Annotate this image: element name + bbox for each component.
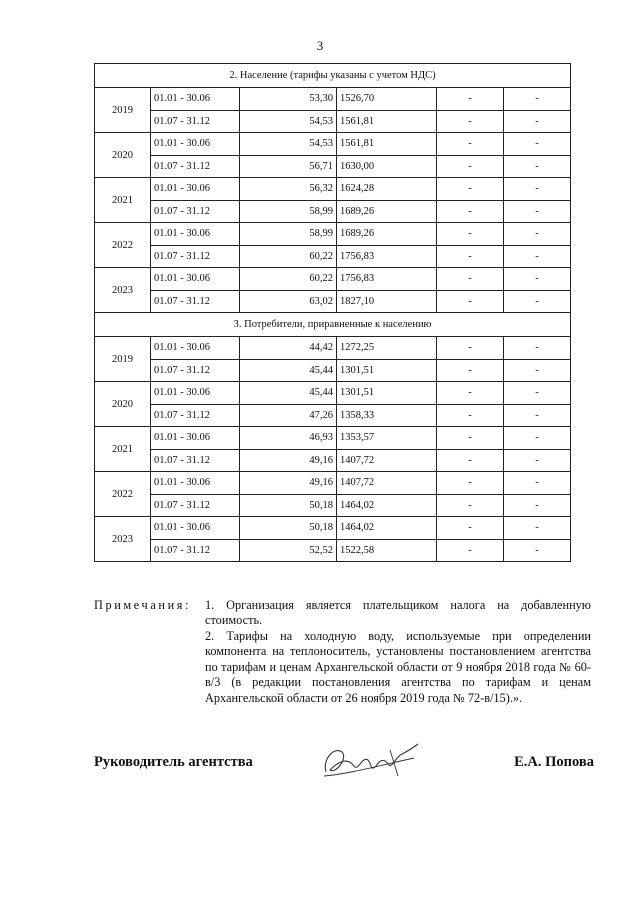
dash-cell: - xyxy=(437,88,504,111)
tariff-value-cell: 63,02 xyxy=(240,290,337,313)
dash-cell: - xyxy=(504,382,571,405)
dash-cell: - xyxy=(504,200,571,223)
table-row xyxy=(95,133,571,156)
tariff-value-cell: 50,18 xyxy=(240,517,337,540)
section-header-row xyxy=(95,313,571,337)
dash-cell: - xyxy=(437,268,504,291)
table-row xyxy=(95,88,571,111)
tariff-value-cell: 60,22 xyxy=(240,268,337,291)
period-cell: 01.01 - 30.06 xyxy=(151,337,240,360)
period-cell: 01.01 - 30.06 xyxy=(151,268,240,291)
tariff-value-cell: 56,71 xyxy=(240,155,337,178)
table-row xyxy=(95,223,571,246)
table-row xyxy=(95,539,571,562)
dash-cell: - xyxy=(504,223,571,246)
signatory-name: Е.А. Попова xyxy=(514,754,594,770)
dash-cell: - xyxy=(504,110,571,133)
tariff-value-cell: 47,26 xyxy=(240,404,337,427)
notes-label: Примечания: xyxy=(94,598,192,612)
dash-cell: - xyxy=(437,290,504,313)
table-row xyxy=(95,427,571,450)
dash-cell: - xyxy=(504,88,571,111)
note-item: 1. Организация является плательщиком налога на добавленную стоимость. xyxy=(205,598,591,628)
table-row xyxy=(95,268,571,291)
table-row xyxy=(95,337,571,360)
dash-cell: - xyxy=(437,494,504,517)
tariff-value-cell: 1689,26 xyxy=(337,200,437,223)
tariff-value-cell: 1756,83 xyxy=(337,245,437,268)
dash-cell: - xyxy=(504,449,571,472)
table-row xyxy=(95,245,571,268)
tariff-value-cell: 53,30 xyxy=(240,88,337,111)
period-cell: 01.01 - 30.06 xyxy=(151,427,240,450)
year-cell: 2021 xyxy=(95,178,151,223)
tariff-value-cell: 54,53 xyxy=(240,110,337,133)
period-cell: 01.07 - 31.12 xyxy=(151,359,240,382)
dash-cell: - xyxy=(504,133,571,156)
period-cell: 01.07 - 31.12 xyxy=(151,200,240,223)
dash-cell: - xyxy=(437,178,504,201)
dash-cell: - xyxy=(504,517,571,540)
year-cell: 2023 xyxy=(95,268,151,313)
dash-cell: - xyxy=(504,539,571,562)
period-cell: 01.01 - 30.06 xyxy=(151,223,240,246)
tariff-value-cell: 1407,72 xyxy=(337,449,437,472)
dash-cell: - xyxy=(437,359,504,382)
table-row xyxy=(95,494,571,517)
table-row xyxy=(95,359,571,382)
dash-cell: - xyxy=(437,245,504,268)
tariff-value-cell: 1301,51 xyxy=(337,359,437,382)
tariff-value-cell: 56,32 xyxy=(240,178,337,201)
period-cell: 01.01 - 30.06 xyxy=(151,472,240,495)
dash-cell: - xyxy=(437,155,504,178)
dash-cell: - xyxy=(437,223,504,246)
period-cell: 01.07 - 31.12 xyxy=(151,494,240,517)
table-row xyxy=(95,449,571,472)
tariff-value-cell: 45,44 xyxy=(240,359,337,382)
year-cell: 2019 xyxy=(95,337,151,382)
dash-cell: - xyxy=(437,200,504,223)
page-number: 3 xyxy=(316,38,324,53)
table-row xyxy=(95,472,571,495)
period-cell: 01.01 - 30.06 xyxy=(151,133,240,156)
dash-cell: - xyxy=(437,427,504,450)
period-cell: 01.07 - 31.12 xyxy=(151,155,240,178)
period-cell: 01.07 - 31.12 xyxy=(151,245,240,268)
tariff-value-cell: 1464,02 xyxy=(337,517,437,540)
tariff-value-cell: 1526,70 xyxy=(337,88,437,111)
dash-cell: - xyxy=(504,290,571,313)
tariff-table xyxy=(94,63,571,562)
signature-icon xyxy=(318,736,428,786)
period-cell: 01.07 - 31.12 xyxy=(151,539,240,562)
table-row xyxy=(95,178,571,201)
table-row xyxy=(95,382,571,405)
section-title: 3. Потребители, приравненные к населению xyxy=(95,313,571,337)
period-cell: 01.07 - 31.12 xyxy=(151,404,240,427)
tariff-value-cell: 1407,72 xyxy=(337,472,437,495)
dash-cell: - xyxy=(504,337,571,360)
section-header-row xyxy=(95,64,571,88)
dash-cell: - xyxy=(504,178,571,201)
tariff-value-cell: 1358,33 xyxy=(337,404,437,427)
dash-cell: - xyxy=(504,494,571,517)
year-cell: 2022 xyxy=(95,472,151,517)
dash-cell: - xyxy=(504,404,571,427)
dash-cell: - xyxy=(504,245,571,268)
dash-cell: - xyxy=(504,427,571,450)
tariff-value-cell: 1689,26 xyxy=(337,223,437,246)
tariff-value-cell: 44,42 xyxy=(240,337,337,360)
tariff-value-cell: 1301,51 xyxy=(337,382,437,405)
tariff-value-cell: 49,16 xyxy=(240,472,337,495)
period-cell: 01.01 - 30.06 xyxy=(151,382,240,405)
tariff-value-cell: 1272,25 xyxy=(337,337,437,360)
tariff-value-cell: 1561,81 xyxy=(337,110,437,133)
tariff-value-cell: 1827,10 xyxy=(337,290,437,313)
table-row xyxy=(95,155,571,178)
tariff-value-cell: 60,22 xyxy=(240,245,337,268)
dash-cell: - xyxy=(504,268,571,291)
dash-cell: - xyxy=(504,472,571,495)
signatory-role: Руководитель агентства xyxy=(94,754,253,770)
year-cell: 2021 xyxy=(95,427,151,472)
period-cell: 01.07 - 31.12 xyxy=(151,290,240,313)
dash-cell: - xyxy=(437,110,504,133)
tariff-table-body xyxy=(95,64,571,562)
tariff-value-cell: 50,18 xyxy=(240,494,337,517)
dash-cell: - xyxy=(437,472,504,495)
tariff-value-cell: 1561,81 xyxy=(337,133,437,156)
period-cell: 01.07 - 31.12 xyxy=(151,110,240,133)
dash-cell: - xyxy=(437,337,504,360)
year-cell: 2023 xyxy=(95,517,151,562)
dash-cell: - xyxy=(437,539,504,562)
table-row xyxy=(95,404,571,427)
year-cell: 2020 xyxy=(95,133,151,178)
dash-cell: - xyxy=(437,133,504,156)
tariff-value-cell: 52,52 xyxy=(240,539,337,562)
year-cell: 2020 xyxy=(95,382,151,427)
tariff-value-cell: 49,16 xyxy=(240,449,337,472)
note-item: 2. Тарифы на холодную воду, используемые при определении компонента на теплоноситель, установлены постановлением агентства по тарифам и ценам Архангельской области от 9 ноября 2018 года № 60-в/3 (в редакции постановления агентства по тарифам и ценам Архангельской области от 26 ноября 2019 года № 72-в/15).». xyxy=(205,629,591,705)
section-title: 2. Население (тарифы указаны с учетом НДС) xyxy=(95,64,571,88)
dash-cell: - xyxy=(504,155,571,178)
table-row xyxy=(95,290,571,313)
dash-cell: - xyxy=(437,382,504,405)
tariff-value-cell: 54,53 xyxy=(240,133,337,156)
tariff-value-cell: 1624,28 xyxy=(337,178,437,201)
tariff-value-cell: 58,99 xyxy=(240,200,337,223)
tariff-value-cell: 1464,02 xyxy=(337,494,437,517)
dash-cell: - xyxy=(437,517,504,540)
tariff-value-cell: 1353,57 xyxy=(337,427,437,450)
year-cell: 2022 xyxy=(95,223,151,268)
table-row xyxy=(95,110,571,133)
tariff-value-cell: 45,44 xyxy=(240,382,337,405)
year-cell: 2019 xyxy=(95,88,151,133)
dash-cell: - xyxy=(437,449,504,472)
tariff-value-cell: 1522,58 xyxy=(337,539,437,562)
period-cell: 01.01 - 30.06 xyxy=(151,178,240,201)
tariff-value-cell: 46,93 xyxy=(240,427,337,450)
tariff-value-cell: 58,99 xyxy=(240,223,337,246)
table-row xyxy=(95,517,571,540)
period-cell: 01.01 - 30.06 xyxy=(151,88,240,111)
dash-cell: - xyxy=(437,404,504,427)
tariff-value-cell: 1630,00 xyxy=(337,155,437,178)
period-cell: 01.07 - 31.12 xyxy=(151,449,240,472)
table-row xyxy=(95,200,571,223)
period-cell: 01.01 - 30.06 xyxy=(151,517,240,540)
dash-cell: - xyxy=(504,359,571,382)
tariff-value-cell: 1756,83 xyxy=(337,268,437,291)
